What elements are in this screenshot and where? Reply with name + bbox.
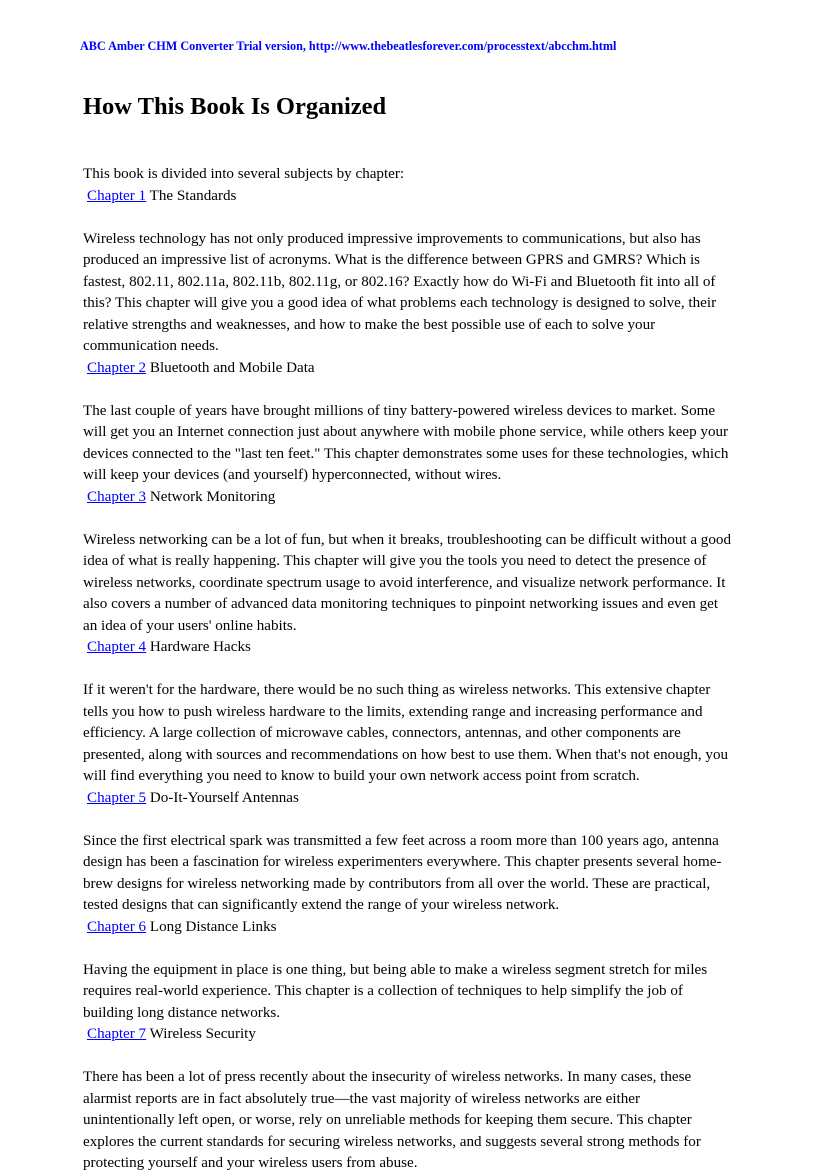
chapter-7-description: There has been a lot of press recently about the insecurity of wireless networks. In many cases, these alarmist reports are in fact absolutely true—the vast majority of wireless networks are either unintentionally left open, or worse, rely on unreliable methods for keeping them secure. This chapter explores the current standards for securing wireless networks, and suggests several strong methods for protecting yourself and your wireless users from abuse. xyxy=(83,1069,701,1171)
chapter-5-heading xyxy=(83,788,733,810)
chapter-2-name: Bluetooth and Mobile Data xyxy=(149,359,315,376)
page-title: How This Book Is Organized xyxy=(83,93,387,120)
chapter-6-description: Having the equipment in place is one thing, but being able to make a wireless segment stretch for miles requires real-world experience. This chapter is a collection of techniques to help simplify the job of building long distance networks. xyxy=(83,961,708,1021)
chapter-2-description: The last couple of years have brought millions of tiny battery-powered wireless devices to market. Some will get you an Internet connection just about anywhere with mobile phone service, while others keep your devices connected to the "last ten feet." This chapter demonstrates some uses for these technologies, which will keep your devices (and yourself) hyperconnected, without wires. xyxy=(83,402,729,483)
chapter-1-description: Wireless technology has not only produced impressive improvements to communications, but also has produced an impressive list of acronyms. What is the difference between GPRS and GMRS? Which is fastest, 802.11, 802.11a, 802.11b, 802.11g, or 802.16? Exactly how do Wi-Fi and Bluetooth fit into all of this? This chapter will give you a good idea of what problems each technology is designed to solve, their relative strengths and weaknesses, and how to make the best possible use of each to solve your communication needs. xyxy=(83,230,717,354)
chapter-6-link[interactable]: Chapter 6 xyxy=(87,918,147,935)
chapter-4-heading xyxy=(83,637,733,659)
chapter-2-link[interactable]: Chapter 2 xyxy=(87,359,147,376)
chapter-7-name: Wireless Security xyxy=(149,1026,256,1042)
chapter-4-description: If it weren't for the hardware, there would be no such thing as wireless networks. This extensive chapter tells you how to push wireless hardware to the limits, extending range and increasing performance and efficiency. A large collection of microwave cables, connectors, antennas, and other components are presented, along with sources and recommendations on how best to use them. When that's not enough, you will find everything you need to know to build your own network access point from scratch. xyxy=(83,682,729,784)
chapter-4-link[interactable]: Chapter 4 xyxy=(87,639,147,655)
converter-banner: ABC Amber CHM Converter Trial version, http://www.thebeatlesforever.com/processtext/abcchm.html xyxy=(80,39,617,53)
chapter-1-link[interactable]: Chapter 1 xyxy=(87,187,147,204)
chapter-1-name: The Standards xyxy=(149,187,237,204)
chapter-4-name: Hardware Hacks xyxy=(149,639,251,655)
chapter-6-name: Long Distance Links xyxy=(149,918,277,935)
content-body xyxy=(83,164,733,1175)
chapter-5-description: Since the first electrical spark was transmitted a few feet across a room more than 100 years ago, antenna design has been a fascination for wireless experimenters everywhere. This chapter presents several home-brew designs for wireless networking made by contributors from all over the world. These are practical, tested designs that can significantly extend the range of your wireless network. xyxy=(83,832,722,913)
chapter-2-heading xyxy=(83,358,733,380)
chapter-3-name: Network Monitoring xyxy=(149,488,276,505)
intro-text: This book is divided into several subjects by chapter: xyxy=(83,166,405,182)
chapter-3-link[interactable]: Chapter 3 xyxy=(87,488,147,505)
chapter-3-heading xyxy=(83,487,733,509)
chapter-1-heading xyxy=(83,186,733,208)
chapter-7-heading xyxy=(83,1024,733,1046)
chapter-7-link[interactable]: Chapter 7 xyxy=(87,1026,147,1042)
chapter-3-description: Wireless networking can be a lot of fun, but when it breaks, troubleshooting can be difficult without a good idea of what is really happening. This chapter will give you the tools you need to detect the presence of wireless networks, coordinate spectrum usage to avoid interference, and visualize network performance. It also covers a number of advanced data monitoring techniques to pinpoint networking issues and even get an idea of your users' online habits. xyxy=(83,531,731,634)
chapter-5-name: Do-It-Yourself Antennas xyxy=(149,789,299,806)
chapter-5-link[interactable]: Chapter 5 xyxy=(87,789,147,806)
chapter-6-heading xyxy=(83,917,733,939)
